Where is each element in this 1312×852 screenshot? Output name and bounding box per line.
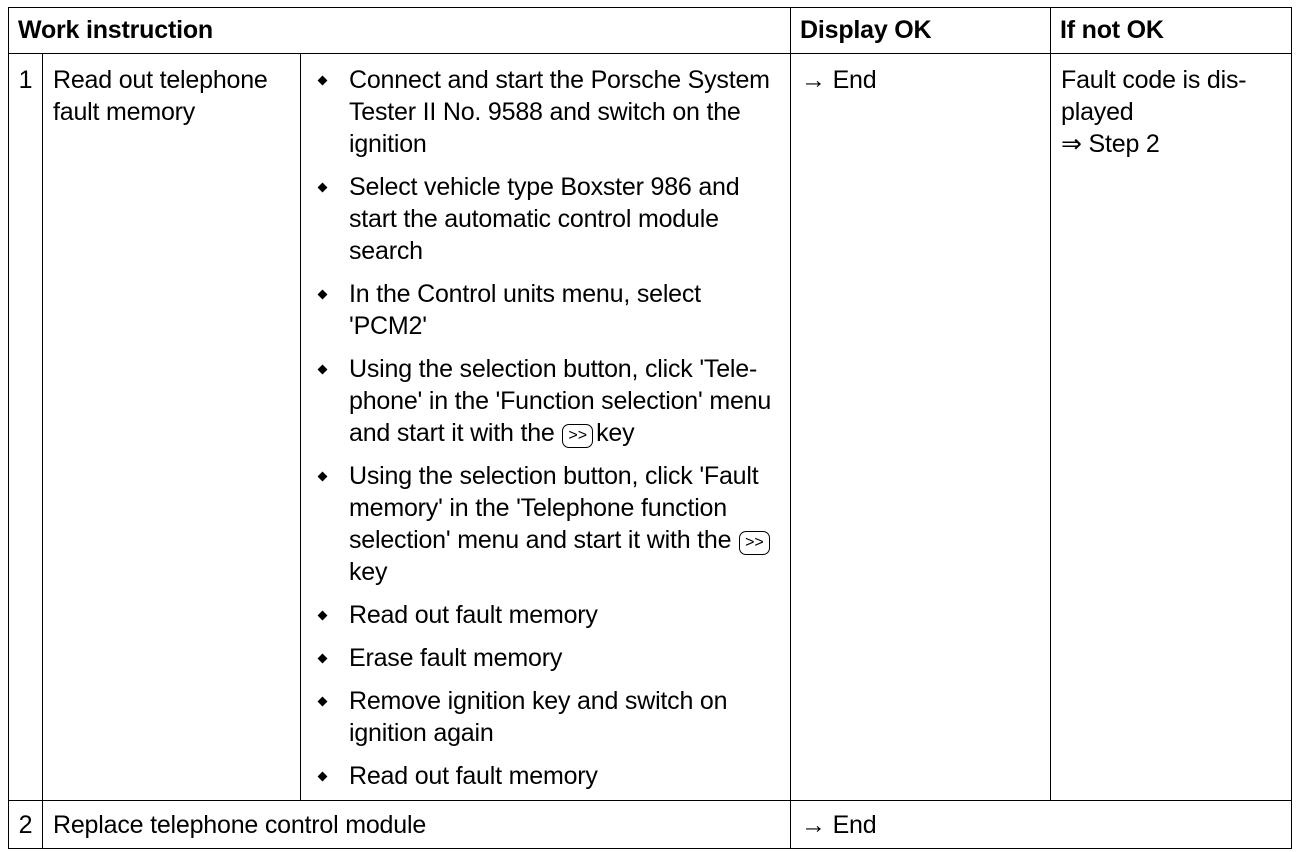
diamond-bullet-icon — [318, 472, 328, 482]
instruction-text: Read out fault memory — [349, 601, 598, 629]
diamond-bullet-icon — [318, 654, 328, 664]
display-ok-value: → End — [791, 54, 1051, 801]
diamond-bullet-icon — [318, 76, 328, 86]
diamond-bullet-icon — [318, 365, 328, 375]
step-title: Replace telephone control module — [43, 801, 791, 849]
instruction-item — [315, 64, 782, 160]
instruction-text: Remove ignition key and switch on ignition again — [349, 687, 728, 747]
diamond-bullet-icon — [318, 183, 328, 193]
display-ok-value: → End — [791, 801, 1292, 849]
instruction-cell — [301, 54, 791, 801]
table-row — [9, 801, 1292, 849]
if-not-ok-line: Fault code is dis- — [1061, 66, 1247, 94]
instruction-list — [315, 64, 782, 792]
if-not-ok-line: played — [1061, 98, 1134, 126]
table-row — [9, 54, 1292, 801]
diamond-bullet-icon — [318, 697, 328, 707]
instruction-item — [315, 642, 782, 674]
step-number: 2 — [9, 801, 43, 849]
diamond-bullet-icon — [318, 772, 328, 782]
next-step-reference: ⇒ Step 2 — [1061, 130, 1160, 158]
instruction-item — [315, 171, 782, 267]
instruction-item — [315, 353, 782, 449]
step-number: 1 — [9, 54, 43, 801]
work-instruction-table — [8, 7, 1292, 849]
instruction-text: Select vehicle type Boxster 986 and start the automatic control module search — [349, 173, 740, 265]
instruction-item — [315, 685, 782, 749]
instruction-item — [315, 278, 782, 342]
instruction-text: key — [349, 558, 388, 586]
instruction-text: Using the selection button, click 'Fault memory' in the 'Telephone function selection' menu and start it with the — [349, 462, 759, 554]
instruction-text: Erase fault memory — [349, 644, 563, 672]
instruction-item — [315, 460, 782, 588]
table-header-row — [9, 8, 1292, 54]
header-display-ok: Display OK — [791, 8, 1051, 54]
instruction-item — [315, 760, 782, 792]
instruction-text: Using the selection button, click 'Tele-phone' in the 'Function selection' menu and start it with the — [349, 355, 772, 447]
instruction-text: In the Control units menu, select 'PCM2' — [349, 280, 701, 340]
instruction-text: Connect and start the Porsche System Tester II No. 9588 and switch on the ignition — [349, 66, 770, 158]
instruction-text: Read out fault memory — [349, 762, 598, 790]
if-not-ok-cell — [1051, 54, 1292, 801]
forward-key-icon: >> — [739, 531, 770, 555]
step-title: Read out telephone fault memory — [43, 54, 301, 801]
diamond-bullet-icon — [318, 611, 328, 621]
header-work-instruction: Work instruction — [9, 8, 791, 54]
header-if-not-ok: If not OK — [1051, 8, 1292, 54]
forward-key-icon: >> — [562, 424, 593, 448]
instruction-text: key — [596, 419, 635, 447]
instruction-item — [315, 599, 782, 631]
diamond-bullet-icon — [318, 290, 328, 300]
